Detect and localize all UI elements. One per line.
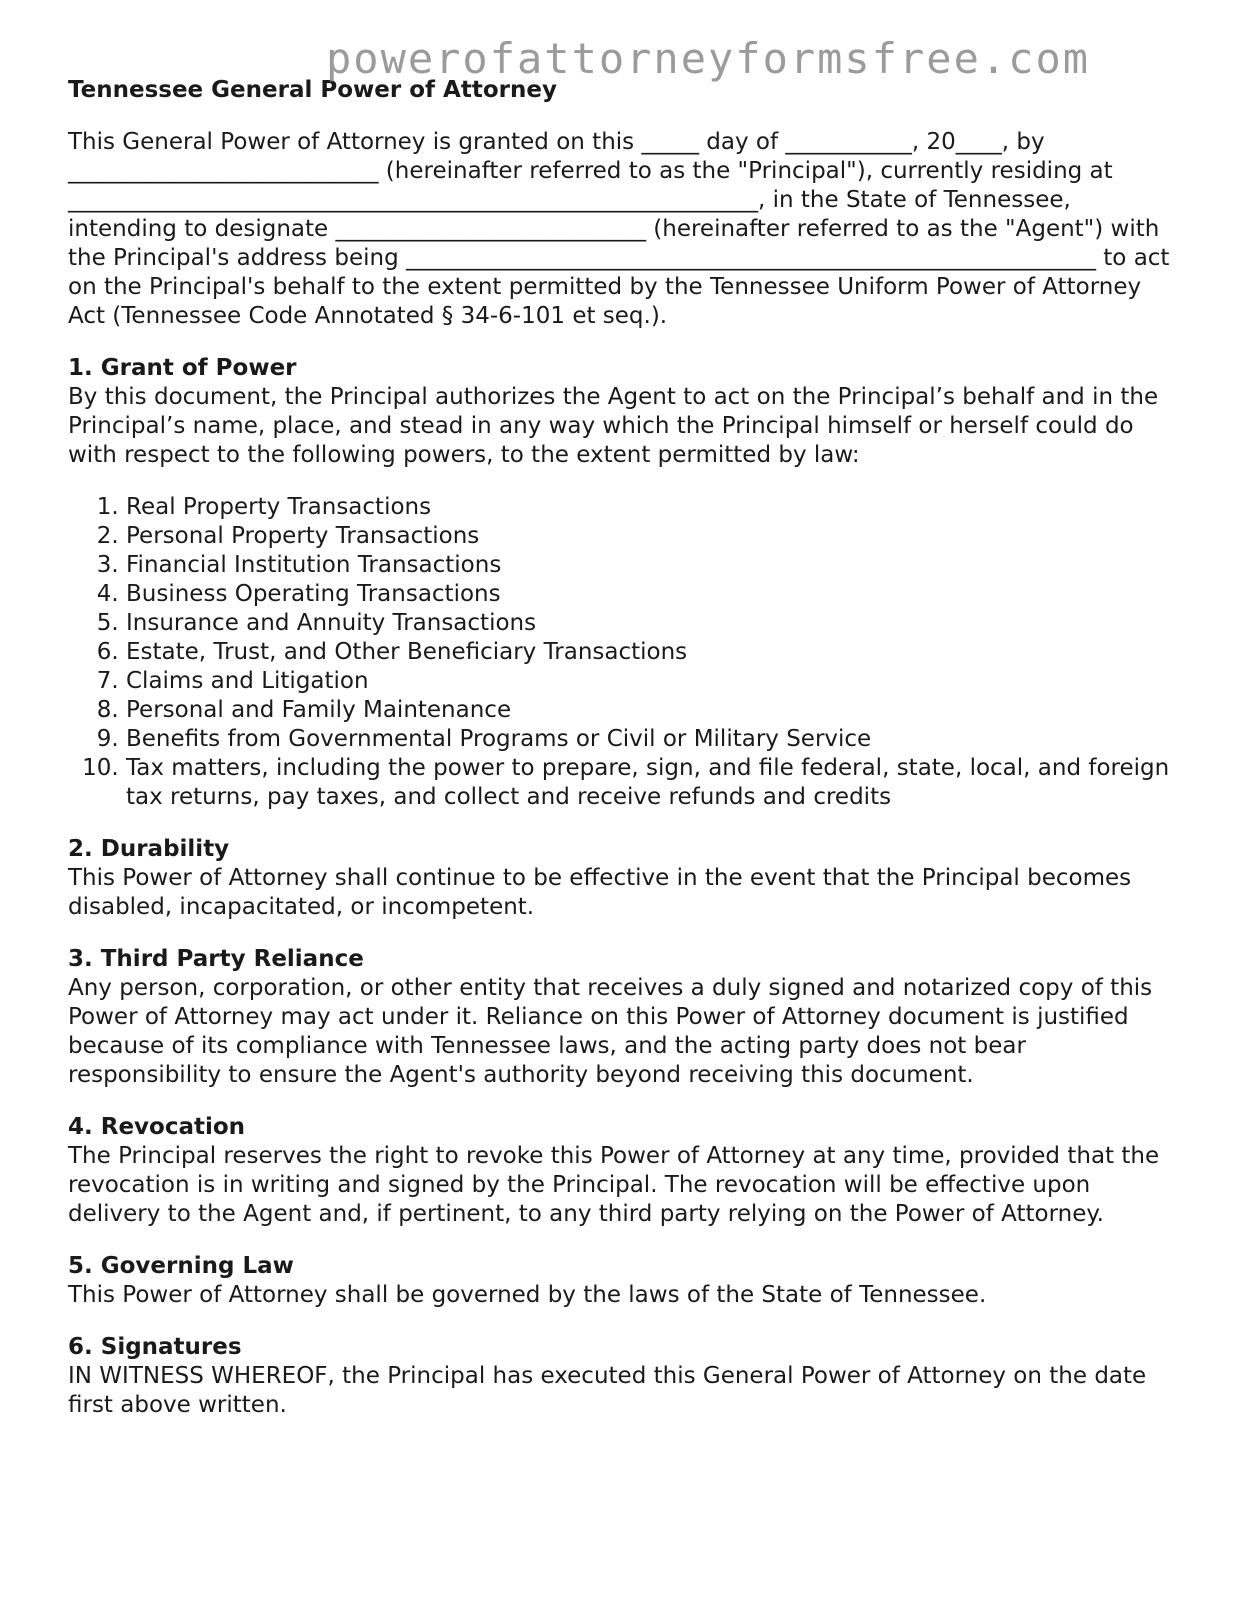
intro-paragraph: This General Power of Attorney is granted on this _____ day of ___________, 20____, by ___________________________ (hereinafter referred to as the "Principal"), currently residing at ____________________________________________________________, in the State of Tennessee, intending to designate ___________________________ (hereinafter referred to as the "Agent") with the Principal's address being ____________________________________________________________ to act on the Principal's behalf to the extent permitted by the Tennessee Uniform Power of Attorney Act (Tennessee Code Annotated § 34-6-101 et seq.). — [68, 129, 1170, 329]
document-page — [68, 76, 1178, 1443]
section-heading: 4. Revocation — [68, 1114, 246, 1140]
section-revocation — [68, 1113, 1178, 1229]
list-item: 4. Business Operating Transactions — [126, 580, 1178, 609]
list-item: 5. Insurance and Annuity Transactions — [126, 609, 1178, 638]
list-item: 9. Benefits from Governmental Programs or Civil or Military Service — [126, 725, 1178, 754]
section-governing-law — [68, 1252, 1178, 1310]
document-title: Tennessee General Power of Attorney — [68, 77, 557, 103]
section-body: By this document, the Principal authorizes the Agent to act on the Principal’s behalf and in the Principal’s name, place, and stead in any way which the Principal himself or herself could do with respect to the following powers, to the extent permitted by law: — [68, 384, 1159, 468]
section-durability — [68, 835, 1178, 922]
list-item: 8. Personal and Family Maintenance — [126, 696, 1178, 725]
list-item: 1. Real Property Transactions — [126, 493, 1178, 522]
section-body: IN WITNESS WHEREOF, the Principal has executed this General Power of Attorney on the date first above written. — [68, 1363, 1147, 1418]
section-body: The Principal reserves the right to revoke this Power of Attorney at any time, provided that the revocation is in writing and signed by the Principal. The revocation will be effective upon delivery to the Agent and, if pertinent, to any third party relying on the Power of Attorney. — [68, 1143, 1160, 1227]
section-heading: 3. Third Party Reliance — [68, 946, 364, 972]
list-item: 6. Estate, Trust, and Other Beneficiary Transactions — [126, 638, 1178, 667]
list-item: 2. Personal Property Transactions — [126, 522, 1178, 551]
powers-list — [68, 493, 1178, 812]
section-heading: 6. Signatures — [68, 1334, 242, 1360]
section-heading: 2. Durability — [68, 836, 230, 862]
section-third-party-reliance — [68, 945, 1178, 1090]
list-item: 10. Tax matters, including the power to prepare, sign, and file federal, state, local, and foreign tax returns, pay taxes, and collect and receive refunds and credits — [126, 754, 1178, 812]
list-item: 3. Financial Institution Transactions — [126, 551, 1178, 580]
section-body: This Power of Attorney shall continue to be effective in the event that the Principal becomes disabled, incapacitated, or incompetent. — [68, 865, 1132, 920]
section-body: Any person, corporation, or other entity that receives a duly signed and notarized copy of this Power of Attorney may act under it. Reliance on this Power of Attorney document is justified because of its compliance with Tennessee laws, and the acting party does not bear responsibility to ensure the Agent's authority beyond receiving this document. — [68, 975, 1153, 1088]
list-item: 7. Claims and Litigation — [126, 667, 1178, 696]
section-grant-of-power — [68, 354, 1178, 812]
section-signatures — [68, 1333, 1178, 1420]
section-heading: 5. Governing Law — [68, 1253, 294, 1279]
section-body: This Power of Attorney shall be governed by the laws of the State of Tennessee. — [68, 1282, 987, 1308]
watermark-text: powerofattorneyformsfree.com — [326, 34, 1091, 83]
section-heading: 1. Grant of Power — [68, 355, 297, 381]
